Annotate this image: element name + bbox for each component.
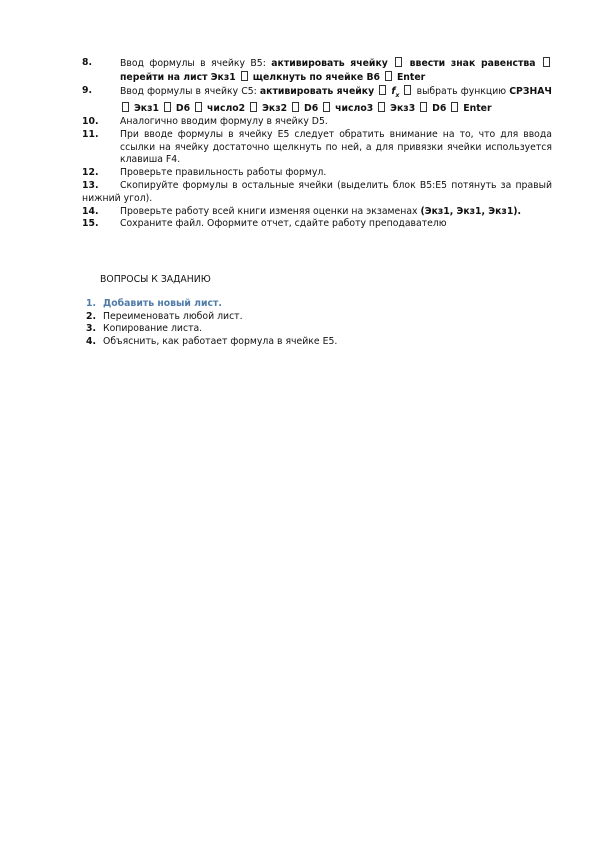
step-text: активировать ячейку (259, 85, 375, 97)
question-item (86, 323, 546, 336)
step-text: Ввод формулы в ячейку С5: (120, 85, 260, 97)
arrow-placeholder-box-icon (292, 102, 299, 112)
step-text: Сохраните файл. Оформите отчет, сдайте работу преподавателю (120, 218, 447, 230)
step-number: 11. (82, 128, 99, 140)
step-text: (Экз1, Экз1, Экз1). (420, 205, 522, 217)
step-item (82, 116, 552, 129)
step-number: 13. (82, 180, 99, 192)
question-text: Переименовать любой лист. (103, 310, 243, 322)
step-item (82, 180, 552, 206)
arrow-placeholder-box-icon (250, 102, 257, 112)
step-text: При вводе формулы в ячейку Е5 следует обратить внимание на то, что для ввода ссылки на ячейку достаточно щелкнуть по ней, а для привязки ячейки используется клавиша F4. (120, 128, 552, 166)
step-text: Скопируйте формулы в остальные ячейки (выделить блок В5:Е5 потянуть за правый нижний угол). (82, 180, 552, 204)
arrow-placeholder-box-icon (241, 71, 248, 81)
question-item[interactable] (86, 298, 546, 311)
question-item (86, 336, 546, 349)
step-number: 15. (82, 218, 99, 230)
arrow-placeholder-box-icon (395, 57, 402, 67)
step-item (82, 218, 552, 231)
step-number: 12. (82, 167, 99, 179)
arrow-placeholder-box-icon (385, 71, 392, 81)
step-text: Enter (396, 71, 426, 83)
arrow-placeholder-box-icon (420, 102, 427, 112)
step-text: перейти на лист Экз1 (120, 71, 236, 83)
step-text: СРЗНАЧ (509, 85, 552, 97)
arrow-placeholder-box-icon (195, 102, 202, 112)
step-number: 14. (82, 205, 99, 217)
question-number: 4. (86, 335, 97, 347)
arrow-placeholder-box-icon (451, 102, 458, 112)
step-number: 8. (82, 57, 93, 68)
question-number: 3. (86, 323, 97, 334)
arrow-placeholder-box-icon (404, 85, 411, 95)
step-text: Ввод формулы в ячейку В5: (120, 58, 272, 69)
step-text: D6 (175, 103, 191, 115)
arrow-placeholder-box-icon (122, 102, 129, 112)
step-item (82, 85, 552, 116)
steps-list (82, 57, 552, 231)
step-text: ввести знак равенства (409, 58, 536, 69)
question-text: Объяснить, как работает формула в ячейке Е5. (103, 335, 338, 347)
step-text: Проверьте работу всей книги изменяя оценки на экзаменах (120, 205, 421, 217)
step-text: активировать ячейку (271, 58, 388, 69)
step-text: Экз1 (133, 103, 159, 115)
arrow-placeholder-box-icon (379, 85, 386, 95)
step-text: D6 (432, 103, 447, 115)
step-text: Enter (463, 103, 492, 115)
question-item (86, 311, 546, 324)
arrow-placeholder-box-icon (164, 102, 171, 112)
step-text: выбрать функцию (416, 85, 510, 97)
step-number: 10. (82, 116, 99, 128)
step-item (82, 57, 552, 85)
step-text: D6 (304, 103, 319, 115)
step-text: число2 (207, 103, 246, 115)
arrow-placeholder-box-icon (323, 102, 330, 112)
step-text: Проверьте правильность работы формул. (120, 167, 327, 179)
step-number: 9. (82, 84, 93, 96)
step-text: Экз3 (390, 103, 416, 115)
step-text: Экз2 (262, 103, 288, 115)
step-text: число3 (335, 103, 374, 115)
step-text: Аналогично вводим формулу в ячейку D5. (120, 116, 328, 128)
questions-list (86, 298, 546, 348)
question-number: 1. (86, 298, 97, 309)
step-text: щелкнуть по ячейке В6 (252, 71, 381, 83)
arrow-placeholder-box-icon (378, 102, 385, 112)
arrow-placeholder-box-icon (543, 57, 550, 67)
question-number: 2. (86, 310, 97, 322)
question-text: Добавить новый лист. (103, 298, 222, 309)
questions-title: ВОПРОСЫ К ЗАДАНИЮ (100, 274, 211, 285)
step-item (82, 129, 552, 167)
step-item (82, 206, 552, 219)
question-text: Копирование листа. (103, 323, 203, 334)
step-item (82, 167, 552, 180)
function-fx-icon: $f_x$ (391, 85, 400, 99)
